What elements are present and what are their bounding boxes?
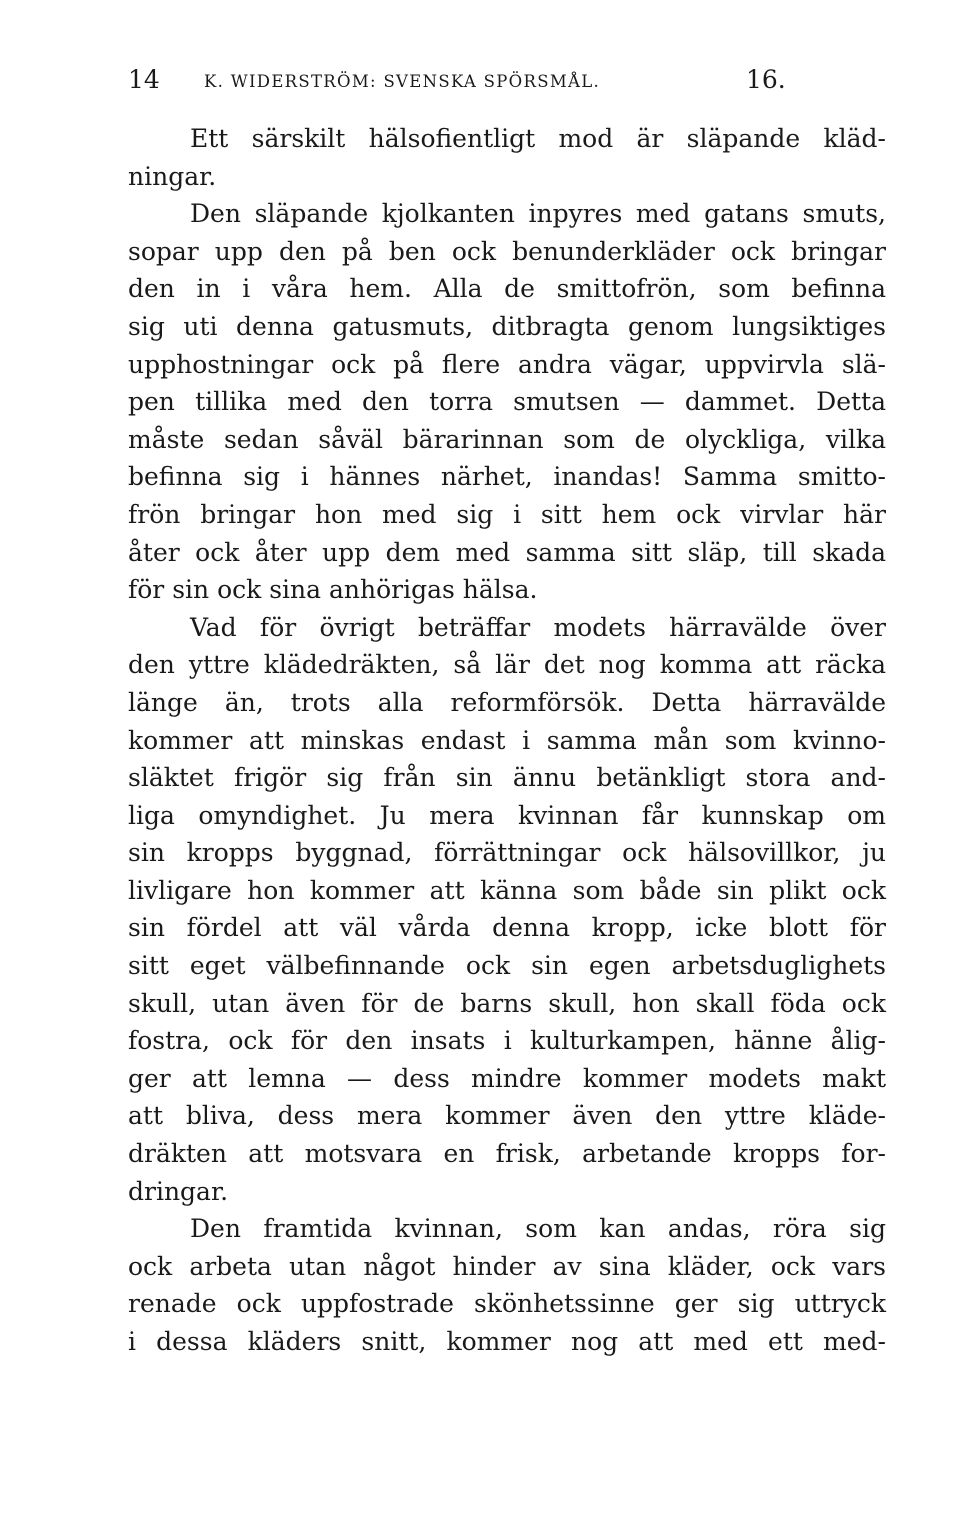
text-line: ger att lemna — dess mindre kommer modets makt: [128, 1063, 886, 1093]
text-line: att bliva, dess mera kommer även den yttre kläde-: [128, 1101, 886, 1131]
text-line: dringar.: [128, 1176, 229, 1206]
paragraph: [128, 120, 886, 195]
text-line: åter ock åter upp dem med samma sitt släp, till skada: [128, 537, 886, 567]
text-line: dräkten att motsvara en frisk, arbetande kropps for-: [128, 1139, 886, 1169]
text-line: sin fördel att väl vårda denna kropp, icke blott för: [128, 913, 886, 943]
text-line: länge än, trots alla reformförsök. Detta härravälde: [128, 687, 886, 717]
text-line: den in i våra hem. Alla de smittofrön, som befinna: [128, 274, 886, 304]
text-line: Den släpande kjolkanten inpyres med gatans smuts,: [190, 199, 886, 229]
paragraph: [128, 1210, 886, 1360]
text-line: i dessa kläders snitt, kommer nog att med ett med-: [128, 1327, 886, 1356]
text-line: Den framtida kvinnan, som kan andas, röra sig: [190, 1214, 886, 1244]
text-line: den yttre klädedräkten, så lär det nog komma att räcka: [128, 650, 886, 680]
paragraph: [128, 195, 886, 609]
text-line: skull, utan även för de barns skull, hon skall föda ock: [128, 988, 886, 1018]
text-line: måste sedan såväl bärarinnan som de olyckliga, vilka: [128, 424, 886, 454]
text-line: sitt eget välbefinnande ock sin egen arbetsduglighets: [128, 951, 886, 981]
body-text: [128, 120, 886, 1361]
text-line: kommer att minskas endast i samma mån som kvinno-: [128, 725, 886, 755]
text-line: frön bringar hon med sig i sitt hem ock virvlar här: [128, 499, 886, 529]
text-line: sin kropps byggnad, förrättningar ock hälsovillkor, ju: [128, 838, 886, 868]
text-line: Vad för övrigt beträffar modets härravälde över: [190, 612, 886, 642]
text-line: pen tillika med den torra smutsen — dammet. Detta: [128, 387, 886, 417]
text-line: befinna sig i hännes närhet, inandas! Samma smitto-: [128, 462, 886, 492]
text-line: upphostningar ock på flere andra vägar, uppvirvla slä-: [128, 349, 886, 379]
text-line: släktet frigör sig från sin ännu betänkligt stora and-: [128, 763, 886, 793]
book-page: [128, 60, 886, 1361]
page-number: 14: [128, 65, 160, 94]
text-line: liga omyndighet. Ju mera kvinnan får kunnskap om: [128, 800, 886, 830]
text-line: ock arbeta utan något hinder av sina kläder, ock vars: [128, 1251, 886, 1281]
paragraph: [128, 609, 886, 1211]
issue-number: 16.: [746, 65, 786, 94]
text-line: livligare hon kommer att känna som både sin plikt ock: [128, 875, 886, 905]
text-line: sopar upp den på ben ock benunderkläder ock bringar: [128, 236, 886, 266]
text-line: fostra, ock för den insats i kulturkampen, hänne ålig-: [128, 1026, 886, 1056]
text-line: för sin ock sina anhörigas hälsa.: [128, 575, 538, 605]
text-line: sig uti denna gatusmuts, ditbragta genom lungsiktiges: [128, 311, 886, 341]
text-line: renade ock uppfostrade skönhetssinne ger sig uttryck: [128, 1289, 886, 1319]
running-title: K. WIDERSTRÖM: SVENSKA SPÖRSMÅL.: [204, 72, 601, 91]
text-line: Ett särskilt hälsofientligt mod är släpande kläd-: [190, 124, 886, 153]
text-line: ningar.: [128, 161, 217, 191]
running-header: [128, 60, 886, 100]
